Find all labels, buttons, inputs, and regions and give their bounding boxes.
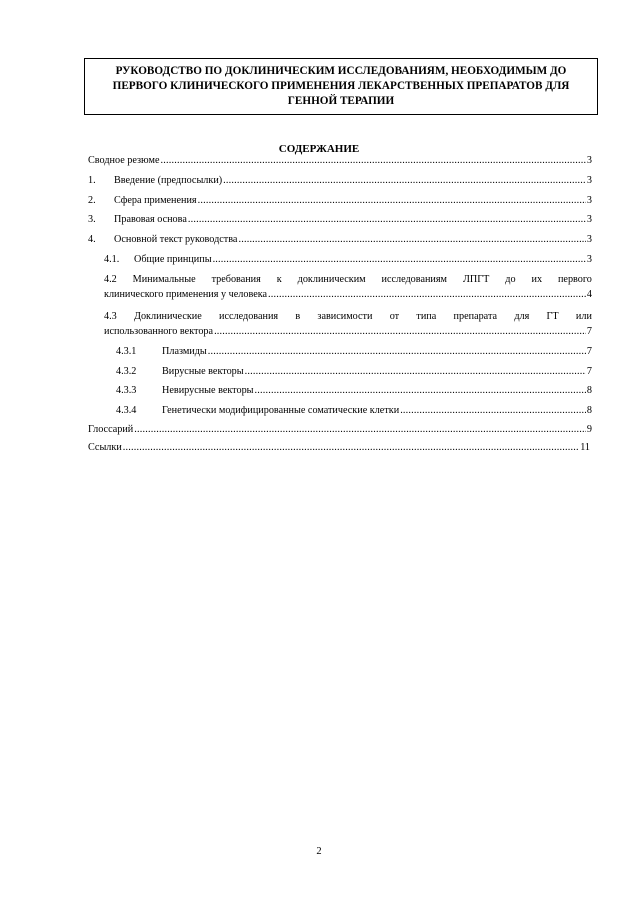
toc-entry-second-line bbox=[104, 287, 592, 302]
toc-entry-word: Доклинические bbox=[134, 311, 202, 322]
toc-entry-text: Правовая основа bbox=[114, 214, 187, 225]
toc-entry-word: типа bbox=[416, 311, 437, 322]
toc-entry-references[interactable] bbox=[88, 441, 590, 455]
document-title: РУКОВОДСТВО ПО ДОКЛИНИЧЕСКИМ ИССЛЕДОВАНИЯМ, НЕОБХОДИМЫМ ДО ПЕРВОГО КЛИНИЧЕСКОГО ПРИМЕНЕНИЯ ЛЕКАРСТВЕННЫХ ПРЕПАРАТОВ ДЛЯ ГЕННОЙ ТЕРАПИИ bbox=[84, 58, 598, 115]
toc-entry-text: Сфера применения bbox=[114, 195, 197, 206]
toc-entry-text: Генетически модифицированные соматические клетки bbox=[162, 405, 400, 416]
toc-entry-number: 4.3.3 bbox=[116, 385, 137, 396]
toc-entry-page: 4 bbox=[586, 289, 592, 300]
toc-entry-text: клинического применения у человека bbox=[104, 289, 268, 300]
toc-entry-word: от bbox=[389, 311, 400, 322]
toc-entry-word: Минимальные bbox=[132, 274, 196, 285]
toc-entry-word: исследования bbox=[219, 311, 279, 322]
toc-entry-page: 8 bbox=[586, 405, 592, 416]
toc-entry-number: 4.3.1 bbox=[116, 346, 137, 357]
toc-entry-3[interactable] bbox=[88, 213, 592, 227]
toc-leader-dots bbox=[223, 174, 586, 188]
toc-entry-page: 3 bbox=[586, 175, 592, 186]
toc-leader-dots bbox=[214, 324, 586, 339]
page-number: 2 bbox=[316, 846, 322, 857]
toc-entry-4-2[interactable] bbox=[104, 272, 592, 302]
toc-entry-first-line bbox=[104, 272, 592, 287]
toc-entry-glossary[interactable] bbox=[88, 423, 592, 437]
toc-entry-word: ЛПГТ bbox=[462, 274, 490, 285]
toc-entry-4-3-4[interactable] bbox=[116, 404, 592, 418]
toc-entry-word: в bbox=[295, 311, 301, 322]
toc-entry-page: 7 bbox=[586, 346, 592, 357]
toc-entry-number: 4.1. bbox=[104, 254, 120, 265]
toc-entry-text: использованного вектора bbox=[104, 326, 214, 337]
toc-entry-4[interactable] bbox=[88, 233, 592, 247]
toc-leader-dots bbox=[208, 345, 586, 359]
toc-entry-text: Глоссарий bbox=[88, 424, 134, 435]
toc-leader-dots bbox=[160, 154, 585, 168]
toc-entry-text: Общие принципы bbox=[134, 254, 212, 265]
toc-entry-4-3-3[interactable] bbox=[116, 384, 592, 398]
toc-heading: СОДЕРЖАНИЕ bbox=[278, 143, 360, 155]
toc-entry-word: к bbox=[276, 274, 282, 285]
toc-entry-number: 2. bbox=[88, 195, 96, 206]
toc-entry-page: 3 bbox=[586, 234, 592, 245]
toc-entry-4-3-2[interactable] bbox=[116, 365, 592, 379]
toc-entry-text: Основной текст руководства bbox=[114, 234, 238, 245]
toc-leader-dots bbox=[400, 404, 586, 418]
toc-entry-word: препарата bbox=[453, 311, 498, 322]
toc-entry-page: 7 bbox=[586, 326, 592, 337]
toc-leader-dots bbox=[188, 213, 586, 227]
toc-entry-text: Невирусные векторы bbox=[162, 385, 254, 396]
toc-entry-word: первого bbox=[557, 274, 592, 285]
toc-entry-word: до bbox=[505, 274, 516, 285]
toc-entry-page: 11 bbox=[580, 442, 590, 453]
toc-entry-word: их bbox=[531, 274, 543, 285]
toc-entry-word: доклиническим bbox=[297, 274, 366, 285]
toc-entry-page: 3 bbox=[586, 195, 592, 206]
toc-entry-text: Сводное резюме bbox=[88, 155, 160, 166]
toc-leader-dots bbox=[255, 384, 586, 398]
toc-entry-number: 3. bbox=[88, 214, 96, 225]
toc-entry-page: 3 bbox=[586, 155, 592, 166]
toc-entry-word: для bbox=[514, 311, 530, 322]
toc-entry-2[interactable] bbox=[88, 194, 592, 208]
toc-leader-dots bbox=[198, 194, 586, 208]
toc-entry-text: Вирусные векторы bbox=[162, 366, 244, 377]
toc-entry-second-line bbox=[104, 324, 592, 339]
toc-entry-number: 1. bbox=[88, 175, 96, 186]
toc-entry-page: 7 bbox=[586, 366, 592, 377]
toc-entry-number: 4.3.2 bbox=[116, 366, 137, 377]
toc-entry-number: 4.3 bbox=[104, 311, 117, 322]
toc-entry-text: Плазмиды bbox=[162, 346, 207, 357]
toc-entry-text: Ссылки bbox=[88, 442, 122, 453]
toc-entry-number: 4.2 bbox=[104, 274, 117, 285]
toc-entry-4-3[interactable] bbox=[104, 309, 592, 339]
toc-entry-word: ГТ bbox=[546, 311, 559, 322]
toc-entry-text: Введение (предпосылки) bbox=[114, 175, 223, 186]
toc-entry-word: зависимости bbox=[317, 311, 373, 322]
toc-entry-summary[interactable] bbox=[88, 154, 592, 168]
toc-entry-page: 3 bbox=[586, 214, 592, 225]
toc-entry-number: 4. bbox=[88, 234, 96, 245]
toc-leader-dots bbox=[134, 423, 586, 437]
toc-leader-dots bbox=[123, 441, 579, 455]
toc-entry-word: или bbox=[575, 311, 592, 322]
toc-entry-first-line bbox=[104, 309, 592, 324]
toc-entry-page: 9 bbox=[586, 424, 592, 435]
toc-entry-4-1[interactable] bbox=[104, 253, 592, 267]
toc-entry-page: 8 bbox=[586, 385, 592, 396]
toc-entry-number: 4.3.4 bbox=[116, 405, 137, 416]
toc-entry-4-3-1[interactable] bbox=[116, 345, 592, 359]
toc-leader-dots bbox=[245, 365, 586, 379]
toc-entry-word: требования bbox=[211, 274, 261, 285]
toc-entry-1[interactable] bbox=[88, 174, 592, 188]
toc-entry-page: 3 bbox=[586, 254, 592, 265]
toc-leader-dots bbox=[213, 253, 586, 267]
toc-entry-word: исследованиям bbox=[381, 274, 448, 285]
toc-leader-dots bbox=[268, 287, 586, 302]
toc-leader-dots bbox=[238, 233, 585, 247]
